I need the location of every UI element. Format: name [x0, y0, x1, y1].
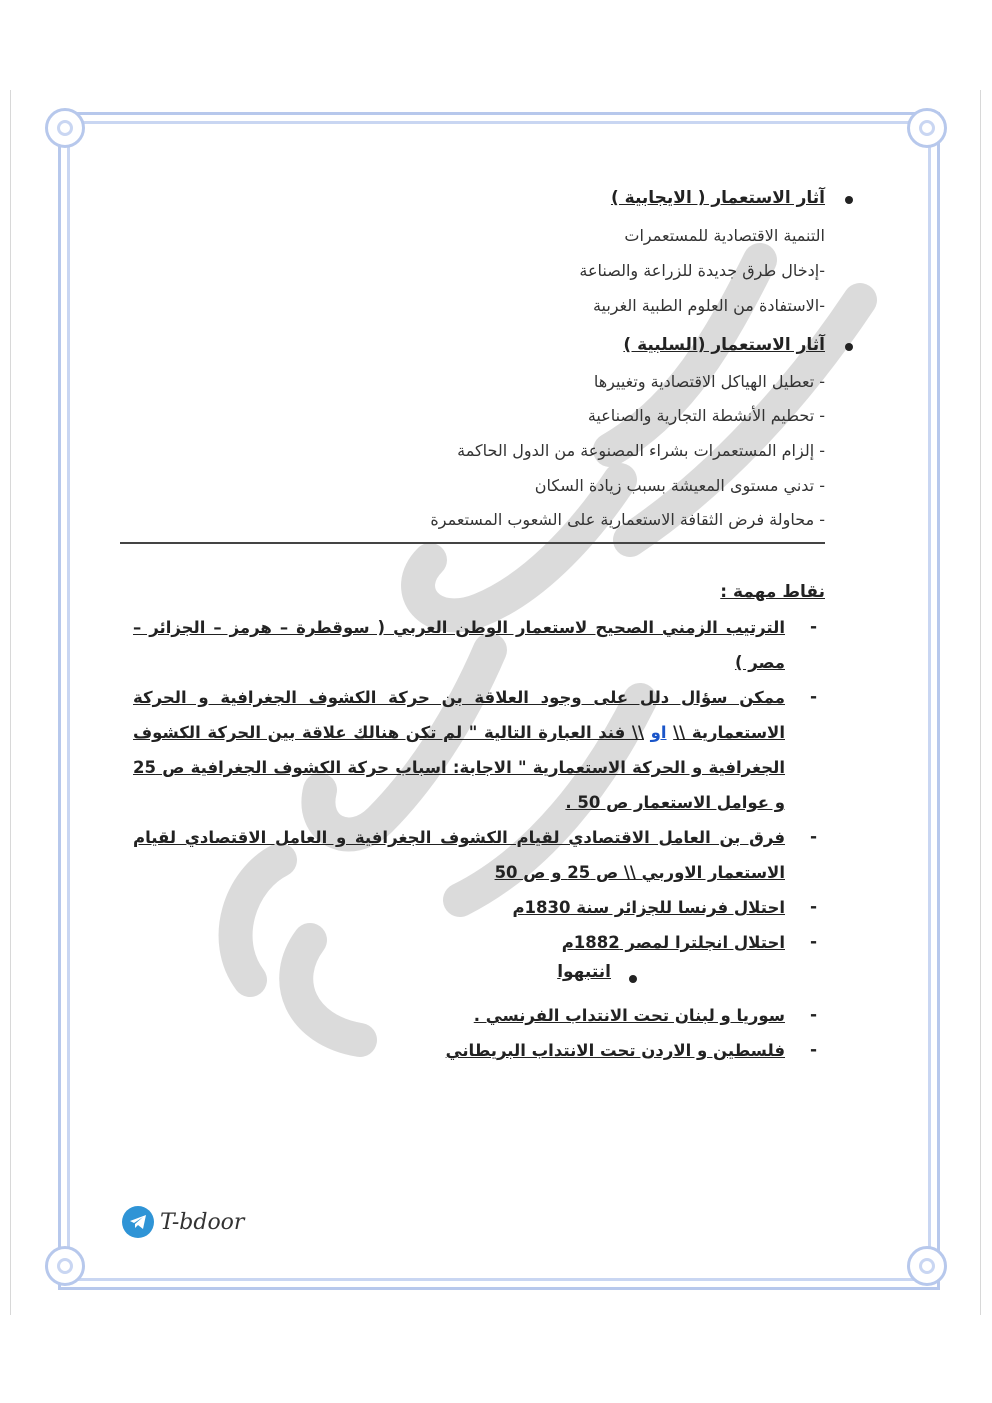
- bullet-icon: [629, 975, 637, 983]
- corner-ornament-icon: [45, 108, 85, 148]
- brand-signature: T-bdoor: [160, 1209, 245, 1235]
- point-text: فلسطين و الاردن تحت الانتداب البريطاني: [445, 1041, 785, 1060]
- dash-marker: -: [809, 827, 817, 847]
- important-point: [133, 998, 785, 1033]
- dash-marker: -: [809, 1005, 817, 1025]
- important-point: [133, 680, 785, 820]
- important-point: [133, 925, 785, 960]
- positive-effects-heading: آثار الاستعمار ( الايجابية ): [610, 188, 825, 208]
- dash-marker: -: [809, 897, 817, 917]
- bullet-icon: [845, 196, 853, 204]
- negative-item: - تدني مستوى المعيشة بسبب زيادة السكان: [534, 476, 825, 495]
- positive-item: -إدخال طرق جديدة للزراعة والصناعة: [579, 261, 825, 280]
- negative-item: - محاولة فرض الثقافة الاستعمارية على الشعوب المستعمرة: [430, 510, 825, 529]
- point-link[interactable]: او: [650, 723, 667, 742]
- point-text: الترتيب الزمني الصحيح لاستعمار الوطن العربي ( سوقطرة – هرمز – الجزائر – مصر ): [133, 618, 785, 672]
- negative-item: - تعطيل الهياكل الاقتصادية وتغييرها: [593, 372, 825, 391]
- positive-item: -الاستفادة من العلوم الطبية الغربية: [592, 296, 825, 315]
- important-point: [133, 820, 785, 890]
- important-points-heading: نقاط مهمة :: [720, 582, 825, 602]
- footer-brand: [122, 1206, 244, 1238]
- positive-item: التنمية الاقتصادية للمستعمرات: [624, 226, 825, 245]
- negative-effects-heading: آثار الاستعمار (السلبية ): [623, 335, 825, 355]
- section-divider: [120, 542, 825, 544]
- bullet-icon: [845, 343, 853, 351]
- page-edge-right: [980, 90, 981, 1315]
- attention-note: انتبهوا: [557, 962, 611, 982]
- important-point: [133, 610, 785, 680]
- dash-marker: -: [809, 932, 817, 952]
- dash-marker: -: [809, 687, 817, 707]
- point-text: سوريا و لبنان تحت الانتداب الفرنسي .: [473, 1006, 785, 1025]
- point-text: ممكن سؤال دلل على وجود العلاقة بن حركة الكشوف الجغرافية و الحركة الاستعمارية \\: [133, 688, 785, 742]
- point-text: احتلال انجلترا لمصر 1882م: [561, 933, 785, 952]
- point-text: \\ فند العبارة التالية " لم تكن هنالك علاقة بين الحركة الكشوف الجغرافية و الحركة الاستعمارية " الاجابة: اسباب حركة الكشوف الجغرافية ص 25 و عوامل الاستعمار ص 50 .: [133, 723, 785, 812]
- point-text: فرق بن العامل الاقتصادي لقيام الكشوف الجغرافية و العامل الاقتصادي لقيام الاستعمار الاوربي \\ ص 25 و ص 50: [133, 828, 785, 882]
- dash-marker: -: [809, 1040, 817, 1060]
- negative-item: - إلزام المستعمرات بشراء المصنوعة من الدول الحاكمة: [457, 441, 825, 460]
- telegram-icon[interactable]: [122, 1206, 154, 1238]
- negative-item: - تحطيم الأنشطة التجارية والصناعية: [587, 406, 825, 425]
- corner-ornament-icon: [45, 1246, 85, 1286]
- corner-ornament-icon: [907, 1246, 947, 1286]
- important-point: [133, 890, 785, 925]
- page-edge-left: [10, 90, 11, 1315]
- dash-marker: -: [809, 617, 817, 637]
- important-point: [133, 1033, 785, 1068]
- point-text: احتلال فرنسا للجزائر سنة 1830م: [512, 898, 785, 917]
- corner-ornament-icon: [907, 108, 947, 148]
